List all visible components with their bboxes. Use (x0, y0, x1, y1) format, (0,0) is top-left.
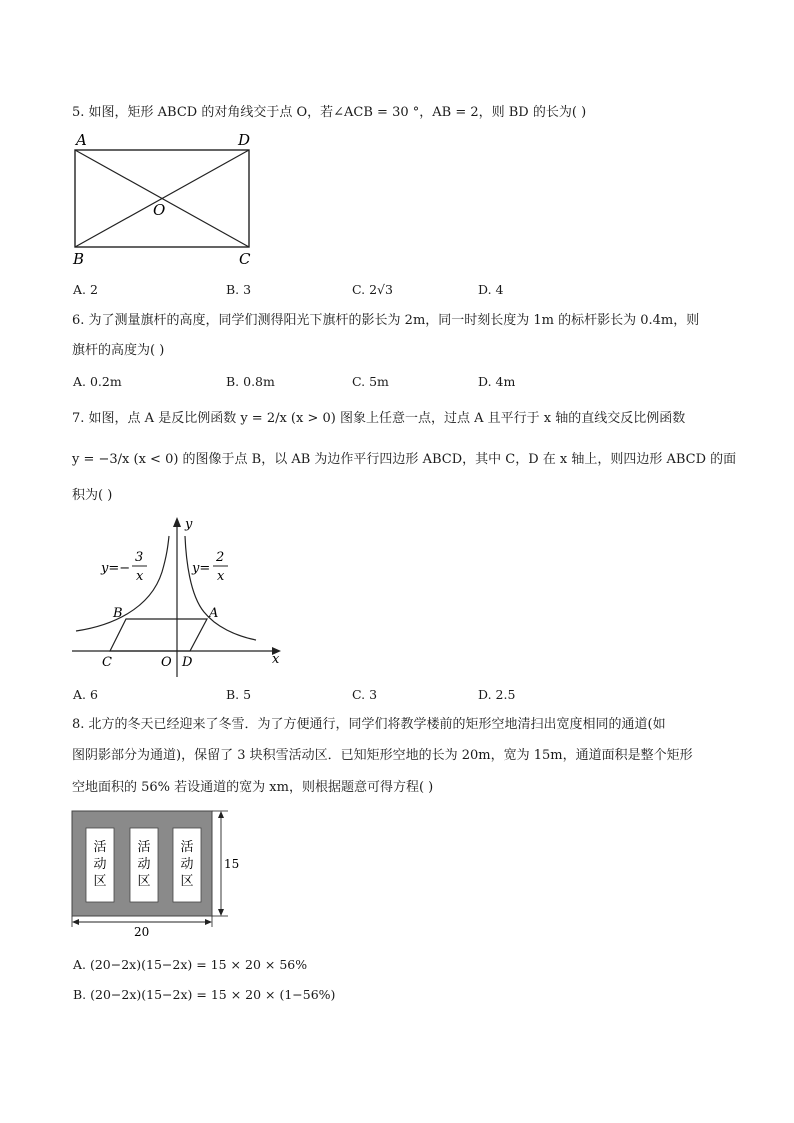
q7-stem-line2: y = −3/x (x < 0) 的图像于点 B，以 AB 为边作平行四边形 ABCD，其中 C，D 在 x 轴上，则四边形 ABCD 的面 (72, 452, 737, 467)
parallelogram-abcd (110, 619, 207, 651)
q7-label-c: C (102, 655, 112, 670)
zone2-char2: 动 (137, 857, 151, 872)
q8-stem-line2: 图阴影部分为通道)，保留了 3 块积雪活动区．已知矩形空地的长为 20m，宽为 15m，通道面积是整个矩形 (72, 748, 693, 763)
q5-label-d: D (238, 131, 251, 149)
width-arrow-up-icon (218, 811, 224, 818)
q8-option-b[interactable]: B. (20−2x)(15−2x) = 15 × 20 × (1−56%) (73, 987, 336, 1002)
q5-label-b: B (73, 250, 85, 268)
q8-stem-line3: 空地面积的 56% 若设通道的宽为 xm，则根据题意可得方程( ) (72, 780, 434, 795)
q8-stem-line1: 8. 北方的冬天已经迎来了冬雪．为了方便通行，同学们将教学楼前的矩形空地清扫出宽度相同的通道(如 (72, 717, 666, 732)
width-label: 15 (224, 857, 240, 871)
q5-label-a: A (76, 131, 87, 149)
x-axis-label: x (272, 652, 280, 667)
q5-option-c[interactable]: C. 2√3 (352, 282, 393, 297)
q7-option-c[interactable]: C. 3 (352, 687, 378, 702)
q6-option-b[interactable]: B. 0.8m (226, 374, 275, 389)
q7-stem-line3: 积为( ) (72, 488, 113, 503)
zone1-char2: 动 (93, 857, 107, 872)
q8-field-figure (66, 805, 256, 940)
right-curve-numerator: 2 (216, 550, 225, 565)
q5-label-o: O (153, 201, 166, 219)
zone1-char3: 区 (93, 874, 107, 889)
q7-label-d: D (182, 655, 193, 670)
q5-option-a[interactable]: A. 2 (73, 282, 98, 297)
q5-label-c: C (239, 250, 251, 268)
zone3-char3: 区 (180, 874, 194, 889)
left-curve-denominator: x (136, 569, 144, 584)
q6-option-c[interactable]: C. 5m (352, 374, 389, 389)
q8-option-a[interactable]: A. (20−2x)(15−2x) = 15 × 20 × 56% (73, 957, 308, 972)
y-axis-arrow-icon (173, 517, 181, 527)
q7-option-d[interactable]: D. 2.5 (478, 687, 516, 702)
q5-rectangle-figure (66, 130, 266, 270)
left-curve-numerator: 3 (135, 550, 144, 565)
zone1-char1: 活 (93, 840, 107, 855)
q7-function-graph (66, 510, 286, 680)
zone3-char2: 动 (180, 857, 194, 872)
right-curve-denominator: x (217, 569, 225, 584)
left-curve-lhs: y=− (101, 561, 131, 576)
q6-stem-line2: 旗杆的高度为( ) (72, 343, 165, 358)
zone2-char1: 活 (137, 840, 151, 855)
q5-option-b[interactable]: B. 3 (226, 282, 252, 297)
q6-option-a[interactable]: A. 0.2m (73, 374, 122, 389)
q5-stem: 5. 如图，矩形 ABCD 的对角线交于点 O，若∠ACB = 30 °，AB = 2，则 BD 的长为( ) (72, 105, 587, 120)
q7-option-a[interactable]: A. 6 (73, 687, 98, 702)
q7-stem-line1: 7. 如图，点 A 是反比例函数 y = 2/x (x > 0) 图象上任意一点，过点 A 且平行于 x 轴的直线交反比例函数 (72, 411, 686, 426)
width-arrow-down-icon (218, 909, 224, 916)
q7-option-b[interactable]: B. 5 (226, 687, 252, 702)
y-axis-label: y (185, 517, 193, 532)
length-arrow-right-icon (205, 919, 212, 925)
q7-label-o: O (161, 655, 172, 670)
q7-label-a: A (209, 606, 219, 621)
length-arrow-left-icon (72, 919, 79, 925)
zone2-char3: 区 (137, 874, 151, 889)
q7-label-b: B (113, 606, 123, 621)
zone3-char1: 活 (180, 840, 194, 855)
right-curve-lhs: y= (192, 561, 211, 576)
q6-stem-line1: 6. 为了测量旗杆的高度，同学们测得阳光下旗杆的影长为 2m，同一时刻长度为 1m 的标杆影长为 0.4m，则 (72, 313, 700, 328)
length-label: 20 (134, 925, 150, 939)
q5-option-d[interactable]: D. 4 (478, 282, 504, 297)
q6-option-d[interactable]: D. 4m (478, 374, 516, 389)
